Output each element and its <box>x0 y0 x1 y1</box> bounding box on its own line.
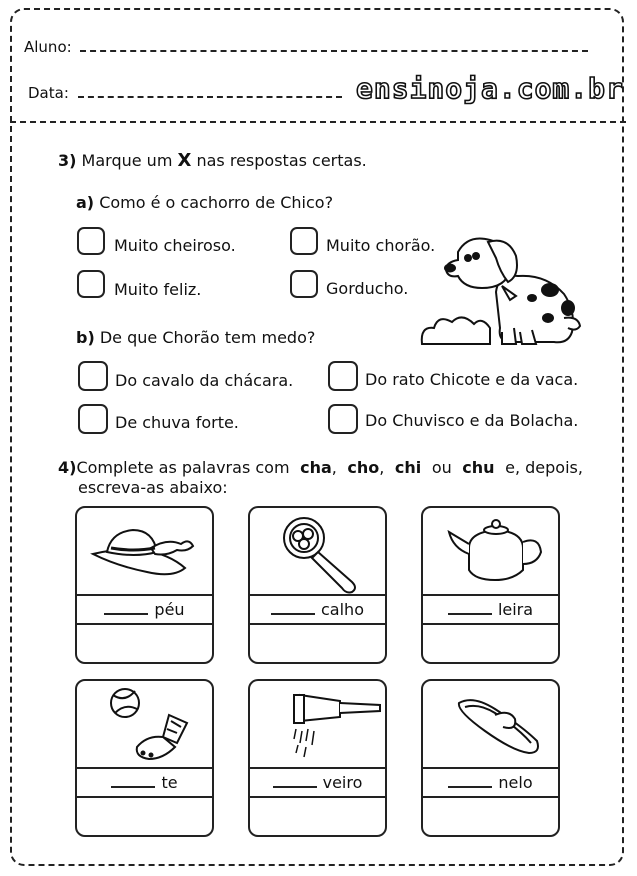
slipper-icon <box>423 681 558 767</box>
q3b-text: De que Chorão tem medo? <box>99 328 316 347</box>
option-a3: Muito feliz. <box>114 280 202 299</box>
card-5-word[interactable] <box>250 773 385 792</box>
card-4-blank[interactable] <box>111 774 155 788</box>
q4-or: ou <box>431 458 452 477</box>
word-card-6 <box>421 679 560 837</box>
card-4-word[interactable] <box>77 773 212 792</box>
card-2-word[interactable] <box>250 600 385 619</box>
card-3-blank[interactable] <box>448 601 492 615</box>
word-card-2 <box>248 506 387 664</box>
date-line[interactable] <box>78 84 342 98</box>
option-b2: Do rato Chicote e da vaca. <box>365 370 579 389</box>
checkbox-b4[interactable] <box>328 404 358 434</box>
q4-text2: e, depois, <box>505 458 583 477</box>
q3a-text: Como é o cachorro de Chico? <box>99 193 334 212</box>
checkbox-b1[interactable] <box>78 361 108 391</box>
card-4-divider <box>77 767 212 769</box>
option-b1: Do cavalo da chácara. <box>115 371 294 390</box>
card-5-divider <box>250 767 385 769</box>
card-6-answer-line <box>423 796 558 798</box>
checkbox-b2[interactable] <box>328 361 358 391</box>
q4-syllable-cho: cho <box>347 458 380 477</box>
question-4-heading <box>58 458 583 498</box>
card-2-suffix: calho <box>321 600 364 619</box>
checkbox-b3[interactable] <box>78 404 108 434</box>
card-4-answer-line <box>77 796 212 798</box>
card-6-divider <box>423 767 558 769</box>
q4-line2: escreva-as abaixo: <box>78 478 228 497</box>
card-2-answer-line <box>250 623 385 625</box>
card-5-answer-line <box>250 796 385 798</box>
q4-syllable-chi: chi <box>394 458 422 477</box>
option-b3: De chuva forte. <box>115 413 239 432</box>
card-1-answer-line <box>77 623 212 625</box>
hat-icon <box>77 508 212 594</box>
student-name-field[interactable] <box>24 38 588 56</box>
card-3-answer-line <box>423 623 558 625</box>
ball-kick-icon <box>77 681 212 767</box>
question-3-heading <box>58 150 367 171</box>
option-a2: Muito chorão. <box>326 236 436 255</box>
question-3b <box>76 328 315 347</box>
date-field[interactable] <box>28 84 342 102</box>
checkbox-a3[interactable] <box>77 270 105 298</box>
q4-text1: Complete as palavras com <box>76 458 290 477</box>
q3-text-end: nas respostas certas. <box>196 151 367 170</box>
word-card-4 <box>75 679 214 837</box>
card-3-word[interactable] <box>423 600 558 619</box>
card-4-suffix: te <box>161 773 178 792</box>
card-1-blank[interactable] <box>104 601 148 615</box>
card-3-divider <box>423 594 558 596</box>
option-b4: Do Chuvisco e da Bolacha. <box>365 411 579 430</box>
option-a1: Muito cheiroso. <box>114 236 236 255</box>
card-6-suffix: nelo <box>498 773 533 792</box>
question-3a <box>76 193 333 212</box>
q3-text: Marque um <box>81 151 173 170</box>
frying-pan-icon <box>250 508 385 594</box>
date-label: Data: <box>28 84 69 102</box>
teapot-icon <box>423 508 558 594</box>
card-1-suffix: péu <box>154 600 185 619</box>
card-5-suffix: veiro <box>322 773 363 792</box>
checkbox-a4[interactable] <box>290 270 318 298</box>
header-divider <box>10 121 626 123</box>
card-2-blank[interactable] <box>271 601 315 615</box>
brand-logo: ensinoja.com.br <box>356 72 624 105</box>
card-5-blank[interactable] <box>273 774 317 788</box>
option-a4: Gorducho. <box>326 279 409 298</box>
q4-syllable-chu: chu <box>462 458 495 477</box>
word-card-3 <box>421 506 560 664</box>
q4-number: 4) <box>58 458 77 477</box>
q4-sep2: , <box>379 458 385 477</box>
checkbox-a2[interactable] <box>290 227 318 255</box>
q3-number: 3) <box>58 151 77 170</box>
card-1-word[interactable] <box>77 600 212 619</box>
student-name-line[interactable] <box>80 38 588 52</box>
q4-syllable-cha: cha <box>300 458 332 477</box>
card-1-divider <box>77 594 212 596</box>
q3b-letter: b) <box>76 328 95 347</box>
word-card-5 <box>248 679 387 837</box>
card-2-divider <box>250 594 385 596</box>
card-3-suffix: leira <box>497 600 534 619</box>
q4-sep1: , <box>331 458 337 477</box>
q3-x-mark: X <box>177 150 192 171</box>
word-card-1 <box>75 506 214 664</box>
dog-icon <box>418 232 583 350</box>
shower-icon <box>250 681 385 767</box>
card-6-word[interactable] <box>423 773 558 792</box>
checkbox-a1[interactable] <box>77 227 105 255</box>
card-6-blank[interactable] <box>448 774 492 788</box>
student-label: Aluno: <box>24 38 72 56</box>
q3a-letter: a) <box>76 193 95 212</box>
